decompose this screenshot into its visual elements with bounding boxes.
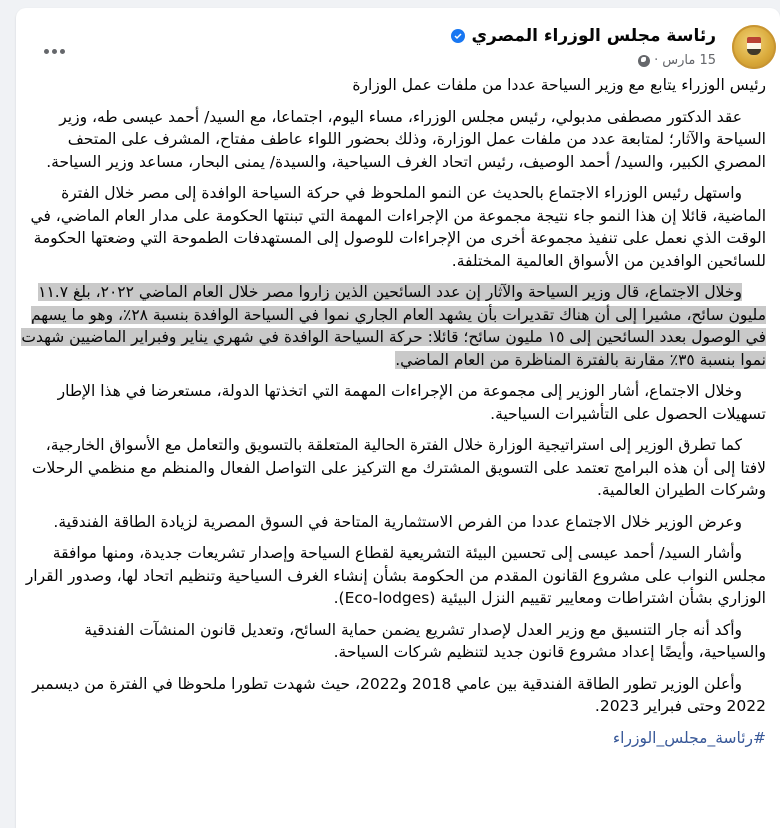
author-name[interactable]: رئاسة مجلس الوزراء المصري [471, 26, 716, 46]
meta-separator: · [654, 53, 659, 68]
globe-icon[interactable] [638, 55, 650, 67]
page-avatar[interactable] [732, 25, 776, 69]
paragraph: وخلال الاجتماع، أشار الوزير إلى مجموعة من الإجراءات المهمة التي اتخذتها الدولة، مستعرضا في هذا الإطار تسهيلات الحصول على التأشيرات السياحية. [57, 382, 766, 423]
paragraph: كما تطرق الوزير إلى استراتيجية الوزارة خلال الفترة الحالية المتعلقة بالتسويق والتعامل مع الأسواق الخارجية، لافتا إلى أن هذه البرامج تعتمد على التسويق المشترك مع التركيز على التواصل الفعال والمنظم مع منظمي الرحلات وشركات الطيران العالمية. [31, 436, 766, 499]
paragraph: وأكد أنه جار التنسيق مع وزير العدل لإصدار تشريع يضمن حماية السائح، وتعديل قانون المنشآت الفندقية والسياحية، وأيضًا إعداد مشروع قانون جديد لتنظيم شركات السياحة. [84, 620, 766, 661]
hashtag-line [20, 727, 766, 750]
highlighted-paragraph [20, 281, 766, 371]
selected-text: وخلال الاجتماع، قال وزير السياحة والآثار إن عدد السائحين الذين زاروا مصر خلال العام الماضي ٢٠٢٢، بلغ ١١.٧ مليون سائح، مشيرا إلى أن هناك تقديرات بأن يشهد العام الجاري نموا في السياحة الوافدة بنسبة ٢٨٪، وهو ما يسهم في الوصول بعدد السائحين إلى ١٥ مليون سائح؛ قائلا: حركة السياحة الوافدة في شهري يناير وفبراير الماضيين شهدت نموا بنسبة ٣٥٪ مقارنة بالفترة المناظرة من العام الماضي. [21, 283, 766, 369]
paragraph: عقد الدكتور مصطفى مدبولي، رئيس مجلس الوزراء، مساء اليوم، اجتماعا، مع السيد/ أحمد عيسى طه، وزير السياحة والآثار؛ لمتابعة عدد من ملفات عمل الوزارة، وذلك بحضور اللواء عاطف مفتاح، المشرف على المتحف المصري الكبير، والسيد/ أحمد الوصيف، رئيس اتحاد الغرف السياحية، والسيدة/ يمنى البحار، مساعد وزير السياحة. [46, 107, 766, 171]
verified-badge-icon [451, 29, 465, 43]
paragraph: وأعلن الوزير تطور الطاقة الفندقية بين عامي 2018 و2022، حيث شهدت تطورا ملحوظا في الفترة من ديسمبر 2022 وحتى فبراير 2023. [32, 674, 766, 715]
post-date[interactable]: 15 مارس [662, 53, 716, 68]
paragraph: وعرض الوزير خلال الاجتماع عددا من الفرص الاستثمارية المتاحة في السوق المصرية لزيادة الطاقة الفندقية. [53, 512, 742, 531]
post-card [16, 8, 780, 828]
post-title: رئيس الوزراء يتابع مع وزير السياحة عددا من ملفات عمل الوزارة [352, 76, 766, 94]
paragraph: واستهل رئيس الوزراء الاجتماع بالحديث عن النمو الملحوظ في حركة السياحة الوافدة إلى مصر خلال الفترة الماضية، قائلا إن هذا النمو جاء نتيجة مجموعة من الإجراءات المهمة التي تبنتها الحكومة على مدار العام الماضي، في الوقت الذي نعمل على تنفيذ مجموعة أخرى من الإجراءات للوصول إلى المستهدفات الطموحة التي وضعتها الحكومة للسائحين الوافدين من الأسواق العالمية المختلفة. [30, 184, 766, 270]
more-options-icon-dot [52, 49, 57, 54]
more-options-button[interactable] [44, 42, 84, 60]
more-options-icon [44, 49, 49, 54]
eagle-emblem-icon [747, 37, 761, 55]
post-header [451, 26, 716, 46]
hashtag-link[interactable]: #رئاسة_مجلس_الوزراء [612, 728, 766, 747]
post-meta [638, 53, 716, 68]
post-body [20, 74, 766, 758]
paragraph: وأشار السيد/ أحمد عيسى إلى تحسين البيئة التشريعية لقطاع السياحة وإصدار تشريعات جديدة، ومنها موافقة مجلس النواب على مشروع القانون المقدم من الحكومة بشأن إنشاء الغرف السياحية وتنظيم اتحاد لها، وصدور القرار الوزاري بشأن اشتراطات ومعايير تقييم النزل البيئية (Eco-lodges). [25, 544, 766, 607]
more-options-icon-dot [60, 49, 65, 54]
